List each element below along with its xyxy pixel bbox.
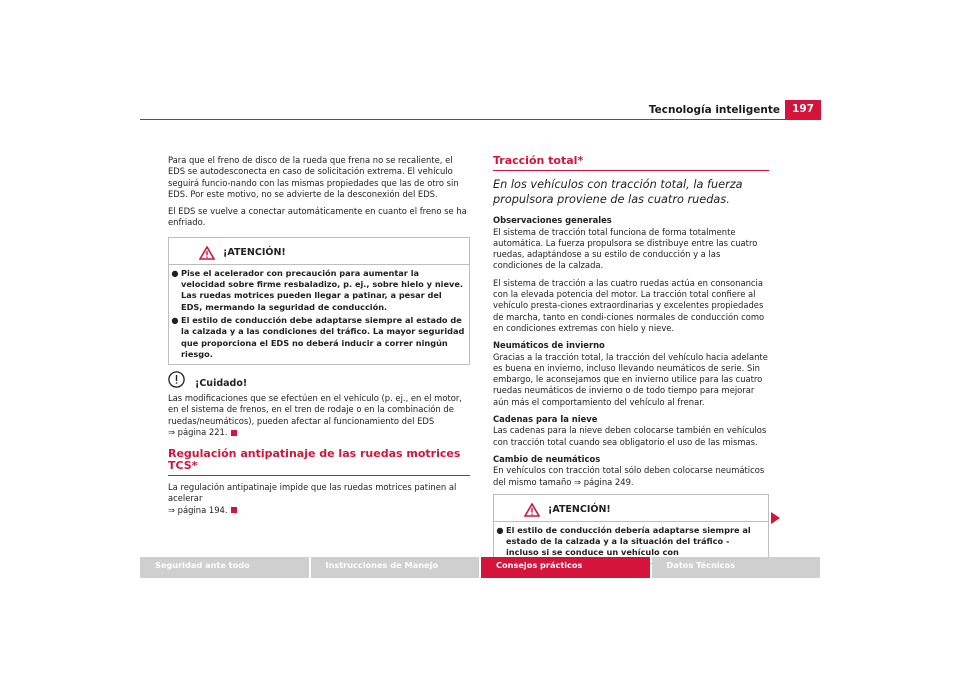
subheading: Observaciones generales bbox=[493, 215, 612, 226]
tab-consejos[interactable]: Consejos prácticos bbox=[481, 557, 650, 578]
page-ref-link[interactable]: ⇒ página 194. bbox=[168, 504, 228, 515]
paragraph: El EDS se vuelve a conectar automáticamente en cuanto el freno se ha enfriado. bbox=[168, 206, 467, 228]
warning-header bbox=[494, 499, 764, 521]
warning-header bbox=[169, 242, 465, 264]
section-rule bbox=[493, 170, 769, 171]
warning-box bbox=[493, 494, 769, 564]
paragraph: Para que el freno de disco de la rueda que frena no se recaliente, el EDS se autodesconecta en caso de solicitación extrema. El vehículo seguirá funcio-nando con las mismas propiedades que las de otro sin EDS. Por este motivo, no se advierte de la desconexión del EDS. bbox=[168, 155, 459, 199]
warning-bullet: ● El estilo de conducción debería adaptarse siempre al estado de la calzada y a la situación del tráfico - incluso si se conduce un vehículo con bbox=[496, 524, 751, 558]
paragraph: Gracias a la tracción total, la tracción del vehículo hacia adelante es buena en invierno, incluso llevando neumáticos de serie. Sin embargo, le aconsejamos que en invierno utilice para las cuatro ruedas neumáticos de invierno o de todo tiempo para mejorar aún más el comportamiento del vehículo al frenar. bbox=[493, 351, 768, 407]
end-mark-icon bbox=[231, 430, 237, 436]
left-column bbox=[168, 155, 470, 522]
caution-icon bbox=[168, 371, 185, 388]
right-column bbox=[493, 155, 769, 574]
intro-text: En los vehículos con tracción total, la fuerza propulsora proviene de las cuatro ruedas. bbox=[493, 178, 743, 207]
paragraph: En vehículos con tracción total sólo deben colocarse neumáticos del mismo tamaño ⇒ página 249. bbox=[493, 465, 765, 487]
footer-nav bbox=[140, 557, 820, 578]
paragraph: Las cadenas para la nieve deben colocarse también en vehículos con tracción total cuando sea obligatorio el uso de las mismas. bbox=[493, 425, 767, 447]
warning-box bbox=[168, 237, 470, 365]
page-number: 197 bbox=[785, 100, 821, 119]
warning-bullet: ● Pise el acelerador con precaución para aumentar la velocidad sobre firme resbaladizo, p. ej., sobre hielo y nieve. Las ruedas motrices pueden llegar a patinar, a pesar del EDS, mermando la seguridad de conducción. bbox=[171, 267, 464, 312]
subheading: Cambio de neumáticos bbox=[493, 453, 601, 464]
warning-triangle-icon bbox=[524, 503, 540, 517]
warning-title: ¡ATENCIÓN! bbox=[223, 247, 286, 259]
paragraph: El sistema de tracción total funciona de forma totalmente automática. La fuerza propulsora se distribuye entre las cuatro ruedas, adaptándose a su estilo de conducción y a las condiciones de la calzada. bbox=[493, 226, 758, 271]
section-rule bbox=[168, 475, 470, 476]
section-heading-tcs: Regulación antipatinaje de las ruedas motrices TCS* bbox=[168, 447, 461, 472]
warning-title: ¡ATENCIÓN! bbox=[548, 504, 611, 516]
header-rule bbox=[140, 119, 821, 120]
warning-bullet: ● El estilo de conducción debe adaptarse siempre al estado de la calzada y a las condiciones del tráfico. La mayor seguridad que proporciona el EDS no deberá inducir a correr ningún riesgo. bbox=[171, 314, 465, 359]
caution-text: Las modificaciones que se efectúen en el vehículo (p. ej., en el motor, en el sistema de frenos, en el tren de rodaje o en la combinación de ruedas/neumáticos), pueden afectar al funcionamiento del EDS ⇒ página 221. bbox=[168, 393, 462, 438]
tab-datos-tecnicos[interactable]: Datos Técnicos bbox=[652, 557, 821, 578]
paragraph: El sistema de tracción a las cuatro ruedas actúa en consonancia con la elevada potencia del motor. La tracción total confiere al vehículo presta-ciones extraordinarias y excelentes propiedades de marcha, tanto en condi-ciones normales de conducción como en condiciones extremas con hielo y nieve. bbox=[493, 277, 765, 333]
tcs-text: La regulación antipatinaje impide que las ruedas motrices patinen al acelerar ⇒ página 194. bbox=[168, 481, 457, 515]
caution-header bbox=[168, 375, 470, 392]
subheading: Cadenas para la nieve bbox=[493, 414, 598, 425]
continue-arrow-icon bbox=[771, 512, 780, 524]
page-title: Tecnología inteligente bbox=[648, 104, 780, 116]
section-heading-awd: Tracción total* bbox=[493, 154, 584, 167]
caution-title: ¡Cuidado! bbox=[195, 378, 248, 389]
end-mark-icon bbox=[231, 507, 237, 513]
warning-triangle-icon bbox=[199, 246, 215, 260]
page-ref-link[interactable]: ⇒ página 221. bbox=[168, 427, 228, 438]
tab-seguridad[interactable]: Seguridad ante todo bbox=[140, 557, 309, 578]
tab-instrucciones[interactable]: Instrucciones de Manejo bbox=[311, 557, 480, 578]
subheading: Neumáticos de invierno bbox=[493, 340, 605, 351]
